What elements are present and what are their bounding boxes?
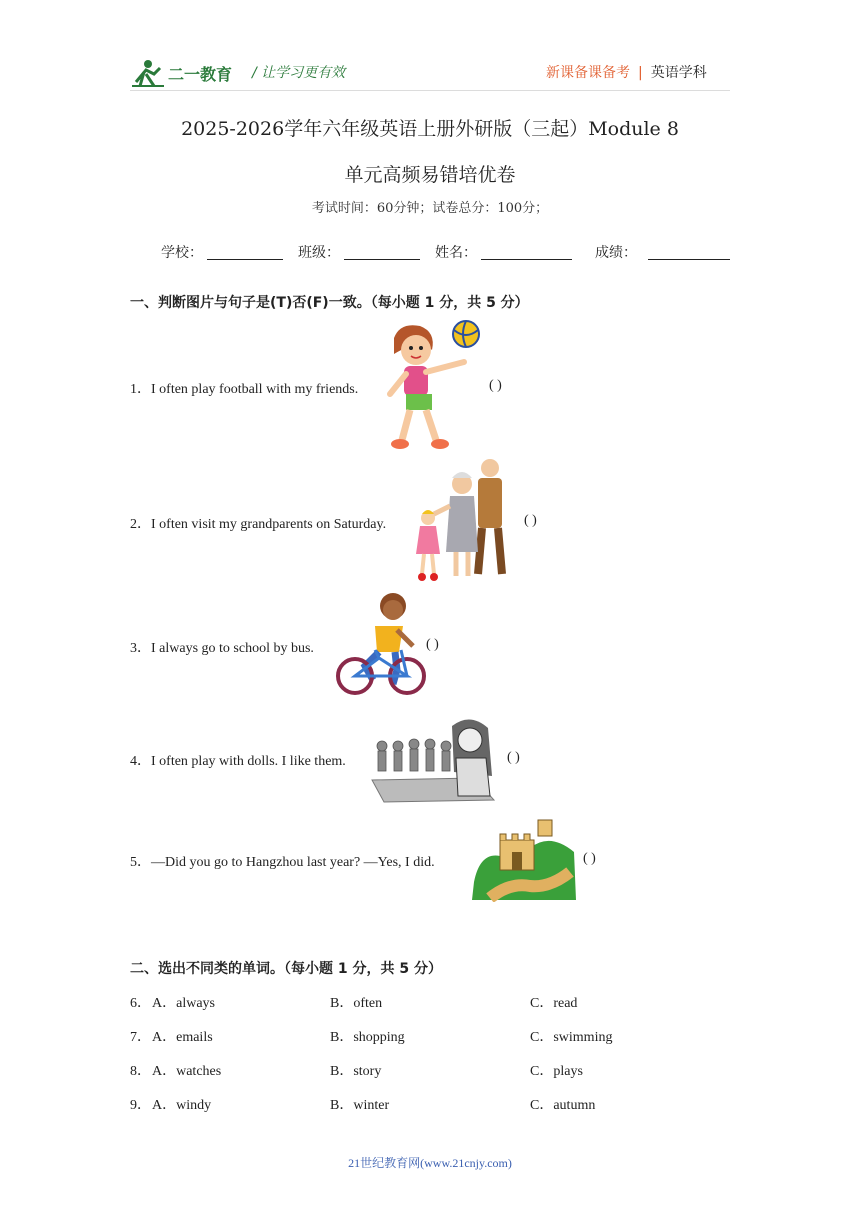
- question-6-option-b[interactable]: B．often: [330, 996, 383, 1011]
- logo: [130, 56, 240, 90]
- score-label: 成绩：: [595, 245, 637, 261]
- footer-source[interactable]: 21世纪教育网(www.21cnjy.com): [348, 1156, 512, 1170]
- header-right: [546, 62, 707, 82]
- question-9-option-b[interactable]: B．winter: [330, 1098, 390, 1113]
- question-9-number: 9．: [130, 1098, 151, 1113]
- exam-info: 考试时间：60分钟；试卷总分：100分；: [311, 201, 549, 216]
- boy-bicycle-image: [335, 592, 427, 698]
- grandparents-image: [412, 456, 520, 584]
- question-5: 5．—Did you go to Hangzhou last year? —Yes, I did.: [130, 855, 435, 870]
- question-9-option-a[interactable]: A．windy: [152, 1098, 212, 1113]
- question-2: 2．I often visit my grandparents on Saturday.: [130, 517, 387, 532]
- paper-title-line2: 单元高频易错培优卷: [344, 164, 516, 186]
- question-8-option-c[interactable]: C．plays: [530, 1064, 583, 1079]
- slogan: / 让学习更有效: [252, 65, 346, 81]
- question-3: 3．I always go to school by bus.: [130, 641, 314, 656]
- question-8-option-a[interactable]: A．watches: [152, 1064, 222, 1079]
- school-label: 学校：: [161, 245, 203, 261]
- header-separator: |: [638, 65, 643, 81]
- header-tag: 新课备课备考: [546, 65, 630, 81]
- girl-volleyball-image: [380, 318, 484, 452]
- class-field[interactable]: [344, 259, 420, 260]
- logo-text: 二一教育: [168, 65, 233, 84]
- name-label: 姓名：: [435, 245, 477, 261]
- question-1: 1．I often play football with my friends.: [130, 382, 359, 397]
- question-7-number: 7．: [130, 1030, 151, 1045]
- question-8-option-b[interactable]: B．story: [330, 1064, 382, 1079]
- header-divider: [130, 90, 730, 91]
- great-wall-image: [470, 812, 580, 902]
- answer-blank-3[interactable]: ( ): [426, 637, 439, 652]
- question-7-option-c[interactable]: C．swimming: [530, 1030, 613, 1045]
- question-7-option-a[interactable]: A．emails: [152, 1030, 213, 1045]
- girl-dolls-image: [370, 716, 496, 804]
- section2-heading: 二、选出不同类的单词。（每小题 1 分，共 5 分）: [130, 961, 442, 977]
- section1-heading: 一、判断图片与句子是(T)否(F)一致。（每小题 1 分，共 5 分）: [130, 295, 529, 311]
- class-label: 班级：: [298, 245, 340, 261]
- question-6-option-a[interactable]: A．always: [152, 996, 215, 1011]
- question-4: 4．I often play with dolls. I like them.: [130, 754, 346, 769]
- score-field[interactable]: [648, 259, 730, 260]
- header-subject: 英语学科: [650, 65, 707, 81]
- answer-blank-4[interactable]: ( ): [507, 750, 520, 765]
- question-6-number: 6．: [130, 996, 151, 1011]
- school-field[interactable]: [207, 259, 283, 260]
- answer-blank-5[interactable]: ( ): [583, 851, 596, 866]
- answer-blank-2[interactable]: ( ): [524, 513, 537, 528]
- question-8-number: 8．: [130, 1064, 151, 1079]
- question-7-option-b[interactable]: B．shopping: [330, 1030, 405, 1045]
- name-field[interactable]: [481, 259, 572, 260]
- paper-title-line1: 2025-2026学年六年级英语上册外研版（三起）Module 8: [181, 118, 679, 140]
- answer-blank-1[interactable]: ( ): [489, 378, 502, 393]
- question-6-option-c[interactable]: C．read: [530, 996, 578, 1011]
- question-9-option-c[interactable]: C．autumn: [530, 1098, 596, 1113]
